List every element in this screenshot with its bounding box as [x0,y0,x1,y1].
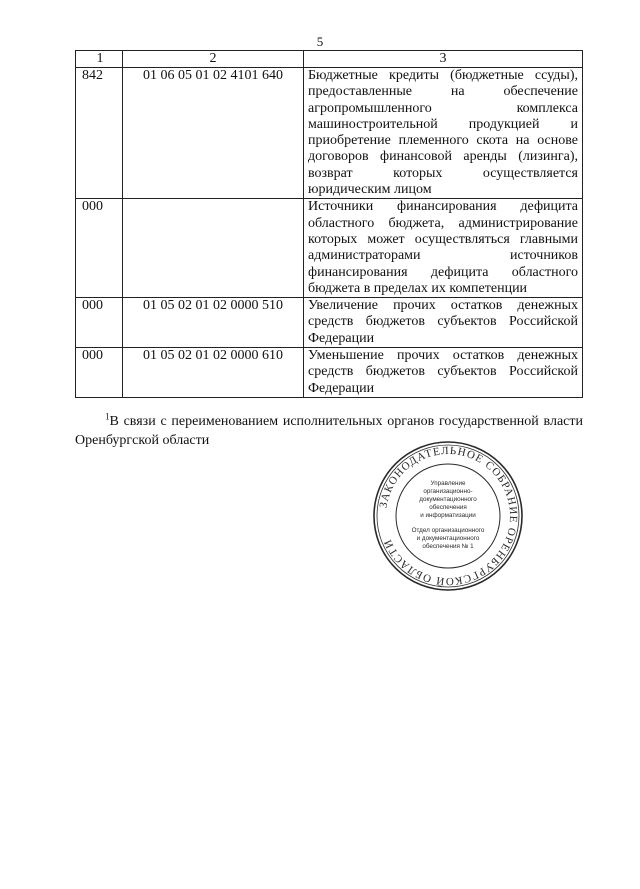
page-number: 5 [316,34,324,49]
column-header-3: 3 [304,51,583,68]
classification-code-cell: 01 05 02 01 02 0000 510 [123,298,304,348]
classification-code-cell: 01 06 05 01 02 4101 640 [123,68,304,199]
stamp-line: организационно- [423,488,473,495]
stamp-outer-text: ЗАКОНОДАТЕЛЬНОЕ СОБРАНИЕ ОРЕНБУРГСКОЙ ОБЛАСТИ [377,444,520,588]
column-header-2: 2 [123,51,304,68]
official-stamp [370,438,526,594]
table-row [76,68,583,199]
budget-sources-table [75,50,583,398]
stamp-line: документационного [419,496,477,503]
stamp-line: и документационного [416,535,480,542]
table-row [76,348,583,398]
stamp-seal [370,438,526,594]
footnote-marker: 1 [105,411,110,422]
admin-code-cell: 000 [76,298,123,348]
stamp-line: обеспечения [429,504,467,511]
column-header-1: 1 [76,51,123,68]
stamp-line: Управление [430,480,466,487]
table-header-row [76,51,583,68]
description-cell: Бюджетные кредиты (бюджетные ссуды), предоставленные на обеспечение агропромышленного комплекса машиностроительной продукцией и приобретение племенного скота на основе договоров финансовой аренды (лизинга), возврат которых осуществляется юридическим лицом [304,68,583,199]
classification-code-cell: 01 05 02 01 02 0000 610 [123,348,304,398]
description-cell: Увеличение прочих остатков денежных средств бюджетов субъектов Российской Федерации [304,298,583,348]
stamp-line: Отдел организационного [411,527,485,534]
admin-code-cell: 000 [76,348,123,398]
description-cell: Уменьшение прочих остатков денежных средств бюджетов субъектов Российской Федерации [304,348,583,398]
admin-code-cell: 842 [76,68,123,199]
stamp-line: обеспечения № 1 [422,543,474,550]
table-row [76,199,583,298]
footnote-text: В связи с переименованием исполнительных органов государственной власти Оренбургской области [75,414,583,448]
stamp-line: и информатизации [420,512,476,519]
table-row [76,298,583,348]
classification-code-cell [123,199,304,298]
admin-code-cell: 000 [76,199,123,298]
description-cell: Источники финансирования дефицита областного бюджета, администрирование которых может осуществляться главными администраторами источников финансирования дефицита областного бюджета в пределах их компетенции [304,199,583,298]
